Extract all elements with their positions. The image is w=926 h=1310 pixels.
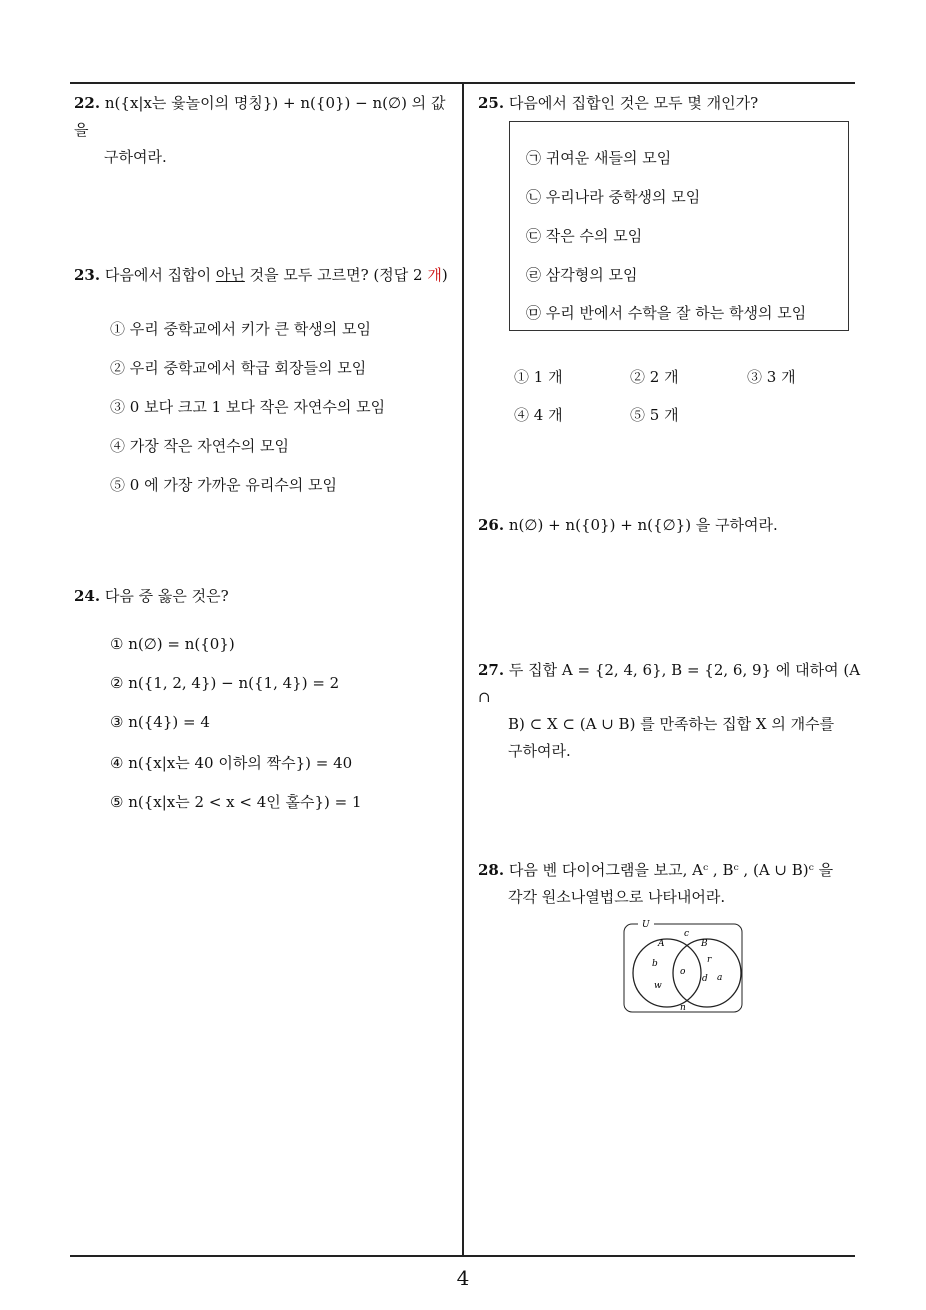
question-24 — [74, 583, 459, 610]
question-number: 28. — [478, 861, 505, 879]
venn-element-b: b — [652, 959, 658, 969]
question-28 — [478, 857, 863, 911]
question-number: 27. — [478, 661, 505, 679]
q23-choice-1[interactable]: ① 우리 중학교에서 키가 큰 학생의 모임 — [110, 320, 371, 338]
venn-diagram — [622, 918, 746, 1016]
q25-choice-5[interactable]: ⑤ 5 개 — [630, 406, 679, 424]
venn-element-n: n — [680, 1003, 686, 1013]
q24-choice-5[interactable]: ⑤ n({x|x는 2 < x < 4인 홀수}) = 1 — [110, 793, 362, 811]
venn-element-c: c — [684, 929, 690, 939]
q24-choice-3[interactable]: ③ n({4}) = 4 — [110, 713, 210, 731]
question-number: 22. — [74, 94, 101, 112]
question-22 — [74, 90, 459, 171]
q25-box-item-5: ㉤ 우리 반에서 수학을 잘 하는 학생의 모임 — [526, 304, 807, 322]
venn-element-a: a — [717, 973, 723, 983]
venn-element-o: o — [680, 967, 686, 977]
venn-element-r: r — [707, 955, 712, 965]
question-text-cont: B) ⊂ X ⊂ (A ∪ B) 를 만족하는 집합 X 의 개수를 — [508, 715, 835, 733]
q24-choice-1[interactable]: ① n(∅) = n({0}) — [110, 635, 235, 653]
venn-label-U: U — [642, 920, 650, 930]
question-text-cont: 구하여라. — [104, 148, 167, 166]
question-number: 26. — [478, 516, 505, 534]
q23-choice-3[interactable]: ③ 0 보다 크고 1 보다 작은 자연수의 모임 — [110, 398, 386, 416]
q25-choice-3[interactable]: ③ 3 개 — [747, 368, 796, 386]
venn-label-B: B — [701, 939, 708, 949]
question-text: 것을 모두 고르면? (정답 2 — [244, 266, 428, 284]
bottom-rule — [70, 1255, 855, 1257]
question-text-cont: 구하여라. — [508, 742, 571, 760]
question-text: n({x|x는 윷놀이의 명칭}) + n({0}) − n(∅) 의 값을 — [74, 94, 446, 139]
q25-box-item-4: ㉣ 삼각형의 모임 — [526, 266, 638, 284]
question-text-cont: 각각 원소나열법으로 나타내어라. — [508, 888, 726, 906]
q25-choice-1[interactable]: ① 1 개 — [514, 368, 563, 386]
q23-choice-4[interactable]: ④ 가장 작은 자연수의 모임 — [110, 437, 289, 455]
column-divider — [462, 82, 464, 1257]
question-number: 24. — [74, 587, 101, 605]
underlined-word: 아닌 — [215, 266, 245, 284]
venn-element-w: w — [654, 981, 662, 991]
question-26 — [478, 512, 858, 539]
question-number: 25. — [478, 94, 505, 112]
question-27 — [478, 657, 863, 765]
question-text: 다음 중 옳은 것은? — [104, 587, 229, 605]
question-text: 다음에서 집합인 것은 모두 몇 개인가? — [508, 94, 759, 112]
question-number: 23. — [74, 266, 101, 284]
question-25 — [478, 90, 858, 117]
question-text: 다음에서 집합이 — [104, 266, 216, 284]
q24-choice-4[interactable]: ④ n({x|x는 40 이하의 짝수}) = 40 — [110, 754, 353, 772]
q24-choice-2[interactable]: ② n({1, 2, 4}) − n({1, 4}) = 2 — [110, 674, 340, 692]
question-text: 다음 벤 다이어그램을 보고, Aᶜ , Bᶜ , (A ∪ B)ᶜ 을 — [508, 861, 834, 879]
question-23 — [74, 262, 459, 289]
question-text: n(∅) + n({0}) + n({∅}) 을 구하여라. — [508, 516, 778, 534]
question-text: 두 집합 A = {2, 4, 6}, B = {2, 6, 9} 에 대하여 (A ∩ — [478, 661, 861, 706]
venn-label-A: A — [658, 939, 665, 949]
answer-count-highlight: 개 — [427, 266, 442, 284]
q25-box-item-2: ㉡ 우리나라 중학생의 모임 — [526, 188, 701, 206]
q25-choice-2[interactable]: ② 2 개 — [630, 368, 679, 386]
q25-box-item-1: ㉠ 귀여운 새들의 모임 — [526, 149, 672, 167]
venn-element-d: d — [702, 974, 708, 984]
q23-choice-5[interactable]: ⑤ 0 에 가장 가까운 유리수의 모임 — [110, 476, 338, 494]
venn-circle-A — [633, 939, 701, 1007]
q25-box-item-3: ㉢ 작은 수의 모임 — [526, 227, 643, 245]
page-number: 4 — [456, 1266, 470, 1290]
q23-choice-2[interactable]: ② 우리 중학교에서 학급 회장들의 모임 — [110, 359, 367, 377]
q25-choice-4[interactable]: ④ 4 개 — [514, 406, 563, 424]
question-text: ) — [441, 266, 448, 284]
